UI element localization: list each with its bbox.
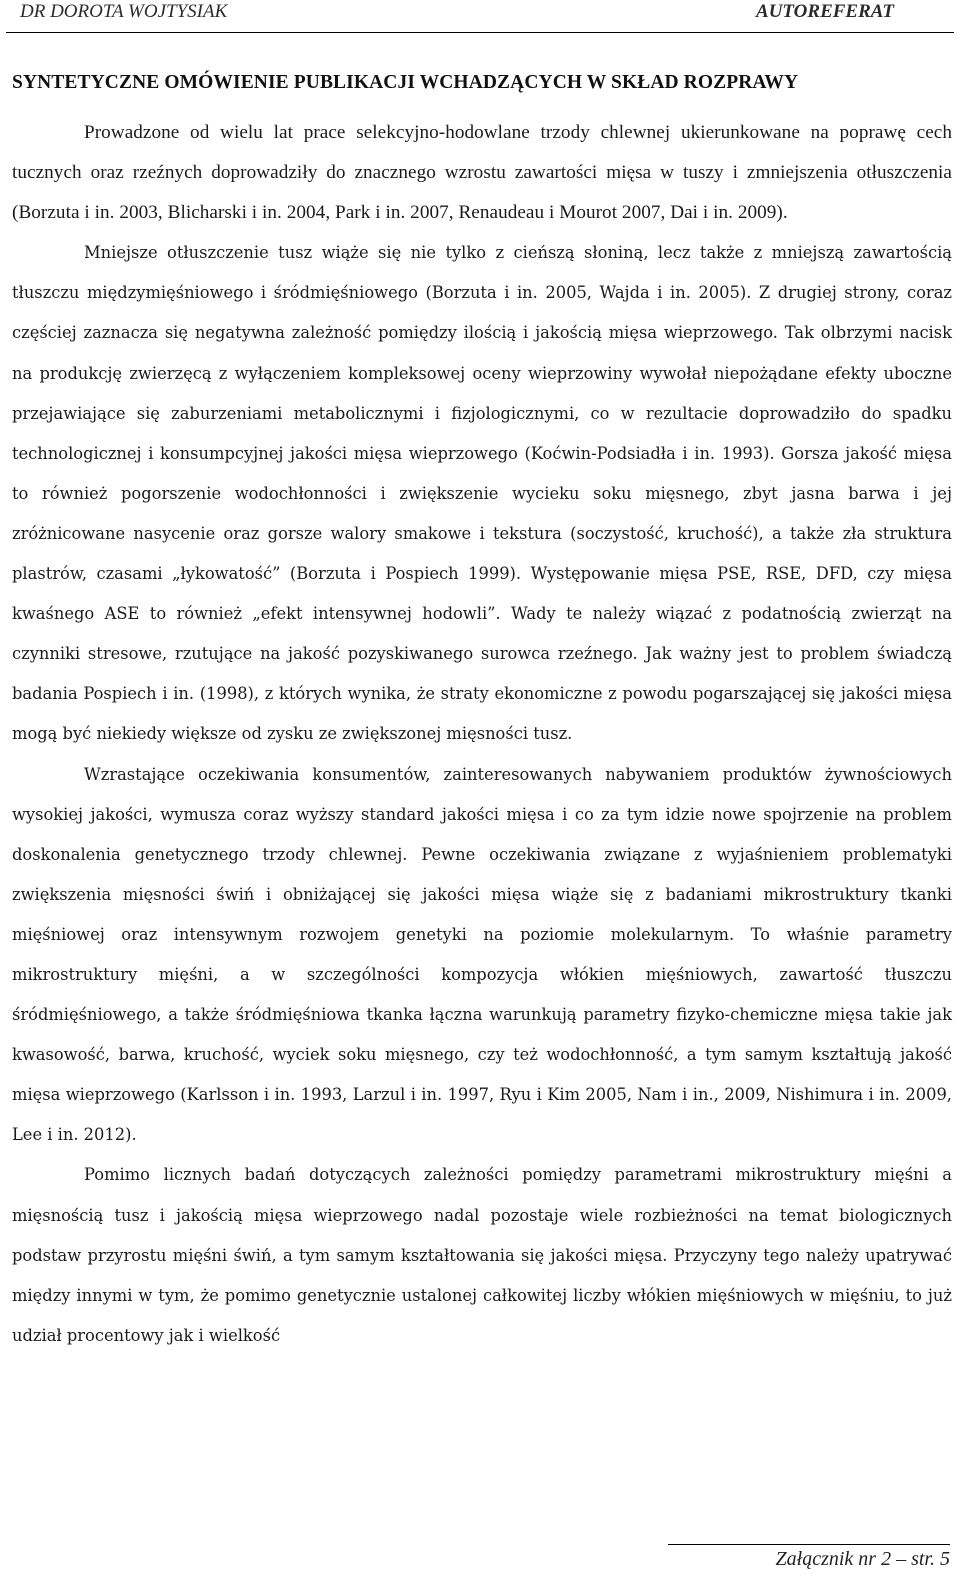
body-text [12, 113, 952, 1356]
footer-divider [668, 1544, 950, 1545]
page-header [0, 0, 960, 30]
header-doc-type: AUTOREFERAT [756, 1, 894, 22]
paragraph-4: Pomimo licznych badań dotyczących zależności pomiędzy parametrami mikrostruktury mięśni a mięsnością tusz i jakością mięsa wieprzowego nadal pozostaje wiele rozbieżności na temat biologicznych podstaw przyrostu mięśni świń, a tym samym kształtowania się jakości mięsa. Przyczyny tego należy upatrywać między innymi w tym, że pomimo genetycznie ustalonej całkowitej liczby włókien mięśniowych w mięśniu, to już udział procentowy jak i wielkość [12, 1165, 952, 1345]
paragraph-2: Mniejsze otłuszczenie tusz wiąże się nie tylko z cieńszą słoniną, lecz także z mniejszą zawartością tłuszczu międzymięśniowego i śródmięśniowego (Borzuta i in. 2005, Wajda i in. 2005). Z drugiej strony, coraz częściej zaznacza się negatywna zależność pomiędzy ilością i jakością mięsa wieprzowego. Tak olbrzymi nacisk na produkcję zwierzęcą z wyłączeniem kompleksowej oceny wieprzowiny wywołał niepożądane efekty uboczne przejawiające się zaburzeniami metabolicznymi i fizjologicznymi, co w rezultacie doprowadziło do spadku technologicznej i konsumpcyjnej jakości mięsa wieprzowego (Koćwin-Podsiadła i in. 1993). Gorsza jakość mięsa to również pogorszenie wodochłonności i zwiększenie wycieku soku mięsnego, zbyt jasna barwa i jej zróżnicowane nasycenie oraz gorsze walory smakowe i tekstura (soczystość, kruchość), a także zła struktura plastrów, czasami „łykowatość” (Borzuta i Pospiech 1999). Występowanie mięsa PSE, RSE, DFD, czy mięsa kwaśnego ASE to również „efekt intensywnej hodowli”. Wady te należy wiązać z podatnością zwierząt na czynniki stresowe, rzutujące na jakość pozyskiwanego surowca rzeźnego. Jak ważny jest to problem świadczą badania Pospiech i in. (1998), z których wynika, że straty ekonomiczne z powodu pogarszającej się jakości mięsa mogą być niekiedy większe od zysku ze zwiększonej mięsności tusz. [12, 243, 952, 744]
paragraph-1: Prowadzone od wielu lat prace selekcyjno-hodowlane trzody chlewnej ukierunkowane na poprawę cech tucznych oraz rzeźnych doprowadziły do znacznego wzrostu zawartości mięsa w tuszy i zmniejszenia otłuszczenia (Borzuta i in. 2003, Blicharski i in. 2004, Park i in. 2007, Renaudeau i Mourot 2007, Dai i in. 2009). [12, 122, 952, 224]
header-author: DR DOROTA WOJTYSIAK [20, 1, 228, 22]
header-divider [6, 32, 954, 33]
footer-page-label: Załącznik nr 2 – str. 5 [775, 1548, 950, 1570]
section-title: SYNTETYCZNE OMÓWIENIE PUBLIKACJI WCHADZĄCYCH W SKŁAD ROZPRAWY [12, 72, 799, 93]
paragraph-3: Wzrastające oczekiwania konsumentów, zainteresowanych nabywaniem produktów żywnościowych wysokiej jakości, wymusza coraz wyższy standard jakości mięsa i co za tym idzie nowe spojrzenie na problem doskonalenia genetycznego trzody chlewnej. Pewne oczekiwania związane z wyjaśnieniem problematyki zwiększenia mięsności świń i obniżającej się jakości mięsa wiąże się z badaniami mikrostruktury tkanki mięśniowej oraz intensywnym rozwojem genetyki na poziomie molekularnym. To właśnie parametry mikrostruktury mięśni, a w szczególności kompozycja włókien mięśniowych, zawartość tłuszczu śródmięśniowego, a także śródmięśniowa tkanka łączna warunkują parametry fizyko-chemiczne mięsa takie jak kwasowość, barwa, kruchość, wyciek soku mięsnego, czy też wodochłonność, a tym samym kształtują jakość mięsa wieprzowego (Karlsson i in. 1993, Larzul i in. 1997, Ryu i Kim 2005, Nam i in., 2009, Nishimura i in. 2009, Lee i in. 2012). [12, 764, 952, 1145]
